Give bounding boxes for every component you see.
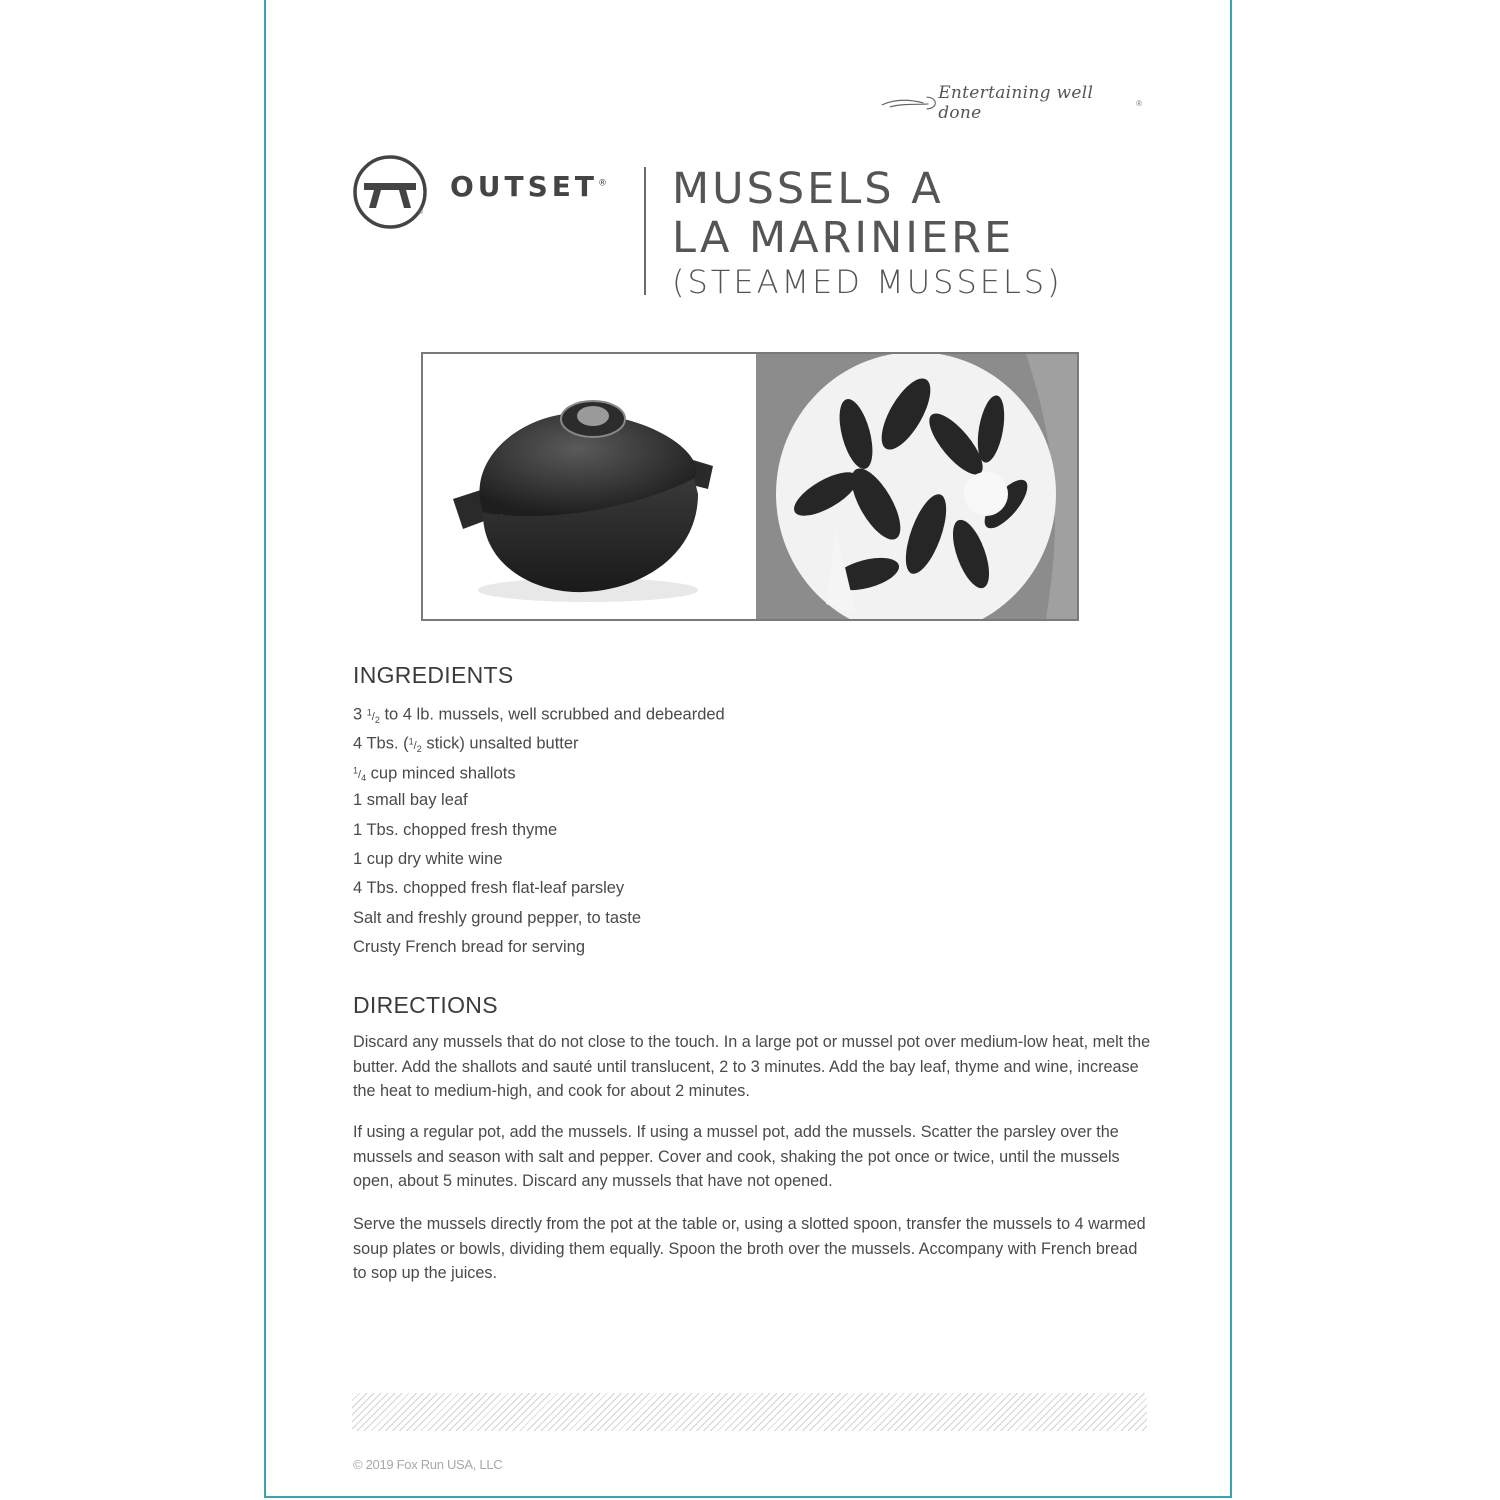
mussels-plate-photo xyxy=(756,354,1077,619)
tagline xyxy=(880,83,1142,123)
direction-paragraph-2: If using a regular pot, add the mussels. If using a mussel pot, add the mussels. Scatter the parsley over the mussels and season with salt and pepper. Cover and cook, shaking the pot once or twice, until the mussels open, about 5 minutes. Discard any mussels that have not opened. xyxy=(353,1123,1120,1191)
mussels-illustration-icon xyxy=(756,354,1077,619)
header-divider xyxy=(644,167,646,295)
pot-illustration-icon xyxy=(423,354,756,619)
tagline-text: Entertaining well done xyxy=(938,83,1094,123)
ingredient-item: 4 Tbs. chopped fresh flat-leaf parsley xyxy=(353,879,625,898)
directions-heading: DIRECTIONS xyxy=(353,992,498,1018)
ingredient-item: 1 cup dry white wine xyxy=(353,849,503,868)
decorative-hatch-band xyxy=(352,1393,1147,1431)
direction-paragraph-1: Discard any mussels that do not close to the touch. In a large pot or mussel pot over medium-low heat, melt the butter. Add the shallots and sauté until translucent, 2 to 3 minutes. Add the bay leaf, thyme and wine, increase the heat to medium-high, and cook for about 2 minutes. xyxy=(353,1033,1151,1101)
photo-strip xyxy=(421,352,1079,621)
tagline-registered: ® xyxy=(1136,98,1142,108)
recipe-title xyxy=(672,164,1063,301)
brand-name xyxy=(450,170,607,203)
title-line-1: MUSSELS A xyxy=(672,164,944,214)
mussel-pot-photo xyxy=(423,354,756,619)
ingredient-item: 1 Tbs. chopped fresh thyme xyxy=(353,820,558,839)
ingredients-heading: INGREDIENTS xyxy=(353,662,514,688)
direction-paragraph-3: Serve the mussels directly from the pot at the table or, using a slotted spoon, transfer the mussels to 4 warmed soup plates or bowls, dividing them equally. Spoon the broth over the mussels. Accompany with French bread to sop up the juices. xyxy=(353,1215,1146,1283)
outset-logo-icon xyxy=(352,154,428,230)
ingredient-item: $^1/_4$ cup minced shallots xyxy=(353,764,516,784)
brand-registered: ® xyxy=(598,178,608,189)
ingredient-item: Salt and freshly ground pepper, to taste xyxy=(353,908,642,927)
title-line-2: LA MARINIERE xyxy=(672,213,1015,263)
ingredients-list xyxy=(353,700,725,965)
swoosh-icon xyxy=(880,93,938,113)
brand-name-text: OUTSET xyxy=(450,170,599,203)
title-subtitle: (STEAMED MUSSELS) xyxy=(672,263,1063,301)
copyright-text: © 2019 Fox Run USA, LLC xyxy=(353,1457,503,1472)
logo-registered: ® xyxy=(418,209,424,216)
ingredient-item: 3 $^1/_2$ to 4 lb. mussels, well scrubbed and debearded xyxy=(353,705,725,725)
ingredient-item: 1 small bay leaf xyxy=(353,791,468,810)
ingredient-item: Crusty French bread for serving xyxy=(353,938,586,957)
ingredient-item: 4 Tbs. ($^1/_2$ stick) unsalted butter xyxy=(353,735,579,755)
